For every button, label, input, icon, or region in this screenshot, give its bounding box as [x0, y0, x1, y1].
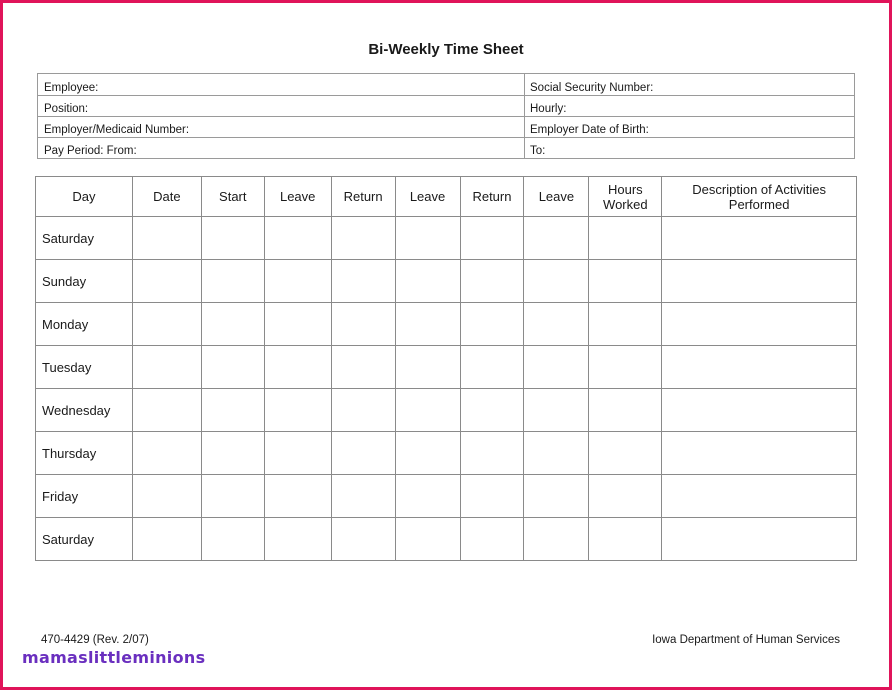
entry-cell[interactable]: [264, 260, 331, 303]
info-divider: [38, 116, 854, 117]
entry-cell[interactable]: [524, 389, 589, 432]
entry-cell[interactable]: [331, 346, 395, 389]
entry-cell[interactable]: [395, 389, 460, 432]
entry-cell[interactable]: [524, 303, 589, 346]
entry-cell[interactable]: [201, 217, 264, 260]
day-cell: Sunday: [36, 260, 133, 303]
entry-cell[interactable]: [662, 260, 857, 303]
watermark: mamaslittleminions: [22, 648, 206, 667]
entry-cell[interactable]: [662, 217, 857, 260]
entry-cell[interactable]: [460, 303, 524, 346]
entry-cell[interactable]: [132, 475, 201, 518]
page-title: Bi-Weekly Time Sheet: [368, 41, 524, 58]
entry-cell[interactable]: [460, 260, 524, 303]
entry-cell[interactable]: [201, 475, 264, 518]
entry-cell[interactable]: [132, 217, 201, 260]
entry-cell[interactable]: [132, 432, 201, 475]
entry-cell[interactable]: [662, 432, 857, 475]
entry-cell[interactable]: [331, 475, 395, 518]
position-field: Position:: [44, 103, 89, 115]
entry-cell[interactable]: [460, 346, 524, 389]
table-row: [36, 217, 857, 260]
column-header: Return: [331, 177, 395, 217]
entry-cell[interactable]: [395, 518, 460, 561]
day-cell: Saturday: [36, 518, 133, 561]
entry-cell[interactable]: [662, 346, 857, 389]
timesheet-table: [35, 176, 857, 561]
day-cell: Friday: [36, 475, 133, 518]
entry-cell[interactable]: [395, 432, 460, 475]
entry-cell[interactable]: [201, 346, 264, 389]
header-row: [36, 177, 857, 217]
entry-cell[interactable]: [264, 346, 331, 389]
entry-cell[interactable]: [132, 303, 201, 346]
entry-cell[interactable]: [662, 475, 857, 518]
entry-cell[interactable]: [264, 389, 331, 432]
entry-cell[interactable]: [264, 432, 331, 475]
employer-dob-field: Employer Date of Birth:: [530, 124, 649, 136]
column-header: Hours Worked: [589, 177, 662, 217]
entry-cell[interactable]: [524, 217, 589, 260]
column-header: Leave: [264, 177, 331, 217]
entry-cell[interactable]: [201, 389, 264, 432]
employer-medicaid-field: Employer/Medicaid Number:: [44, 124, 190, 136]
day-cell: Thursday: [36, 432, 133, 475]
entry-cell[interactable]: [524, 346, 589, 389]
pay-period-to-field: To:: [530, 145, 546, 157]
entry-cell[interactable]: [264, 303, 331, 346]
day-cell: Saturday: [36, 217, 133, 260]
entry-cell[interactable]: [331, 303, 395, 346]
entry-cell[interactable]: [662, 303, 857, 346]
table-row: [36, 260, 857, 303]
entry-cell[interactable]: [331, 389, 395, 432]
table-row: [36, 475, 857, 518]
form-number: 470-4429 (Rev. 2/07): [41, 634, 149, 646]
entry-cell[interactable]: [460, 389, 524, 432]
entry-cell[interactable]: [662, 389, 857, 432]
pay-period-from-field: Pay Period: From:: [44, 145, 137, 157]
employee-field: Employee:: [44, 82, 99, 94]
entry-cell[interactable]: [331, 432, 395, 475]
entry-cell[interactable]: [264, 475, 331, 518]
table-row: [36, 346, 857, 389]
entry-cell[interactable]: [589, 518, 662, 561]
entry-cell[interactable]: [201, 518, 264, 561]
entry-cell[interactable]: [331, 518, 395, 561]
entry-cell[interactable]: [589, 389, 662, 432]
entry-cell[interactable]: [589, 475, 662, 518]
entry-cell[interactable]: [460, 475, 524, 518]
column-header: Day: [36, 177, 133, 217]
entry-cell[interactable]: [589, 303, 662, 346]
employee-info-grid: [37, 73, 855, 159]
entry-cell[interactable]: [331, 260, 395, 303]
entry-cell[interactable]: [132, 518, 201, 561]
entry-cell[interactable]: [589, 346, 662, 389]
column-header: Start: [201, 177, 264, 217]
entry-cell[interactable]: [264, 217, 331, 260]
entry-cell[interactable]: [201, 303, 264, 346]
day-cell: Monday: [36, 303, 133, 346]
day-cell: Wednesday: [36, 389, 133, 432]
entry-cell[interactable]: [524, 518, 589, 561]
entry-cell[interactable]: [395, 346, 460, 389]
entry-cell[interactable]: [201, 432, 264, 475]
info-divider: [38, 137, 854, 138]
column-header: Leave: [524, 177, 589, 217]
entry-cell[interactable]: [460, 217, 524, 260]
entry-cell[interactable]: [589, 260, 662, 303]
table-row: [36, 389, 857, 432]
entry-cell[interactable]: [395, 475, 460, 518]
hourly-field: Hourly:: [530, 103, 567, 115]
entry-cell[interactable]: [395, 303, 460, 346]
entry-cell[interactable]: [201, 260, 264, 303]
entry-cell[interactable]: [524, 475, 589, 518]
entry-cell[interactable]: [460, 432, 524, 475]
entry-cell[interactable]: [331, 217, 395, 260]
table-row: [36, 432, 857, 475]
column-header: Description of Activities Performed: [662, 177, 857, 217]
agency-name: Iowa Department of Human Services: [652, 634, 840, 646]
info-divider: [38, 95, 854, 96]
entry-cell[interactable]: [395, 260, 460, 303]
entry-cell[interactable]: [132, 346, 201, 389]
entry-cell[interactable]: [589, 217, 662, 260]
entry-cell[interactable]: [264, 518, 331, 561]
entry-cell[interactable]: [132, 389, 201, 432]
entry-cell[interactable]: [132, 260, 201, 303]
day-cell: Tuesday: [36, 346, 133, 389]
entry-cell[interactable]: [460, 518, 524, 561]
column-header: Leave: [395, 177, 460, 217]
table-row: [36, 303, 857, 346]
entry-cell[interactable]: [662, 518, 857, 561]
entry-cell[interactable]: [524, 432, 589, 475]
ssn-field: Social Security Number:: [530, 82, 654, 94]
column-header: Return: [460, 177, 524, 217]
column-header: Date: [132, 177, 201, 217]
table-row: [36, 518, 857, 561]
entry-cell[interactable]: [524, 260, 589, 303]
entry-cell[interactable]: [589, 432, 662, 475]
entry-cell[interactable]: [395, 217, 460, 260]
